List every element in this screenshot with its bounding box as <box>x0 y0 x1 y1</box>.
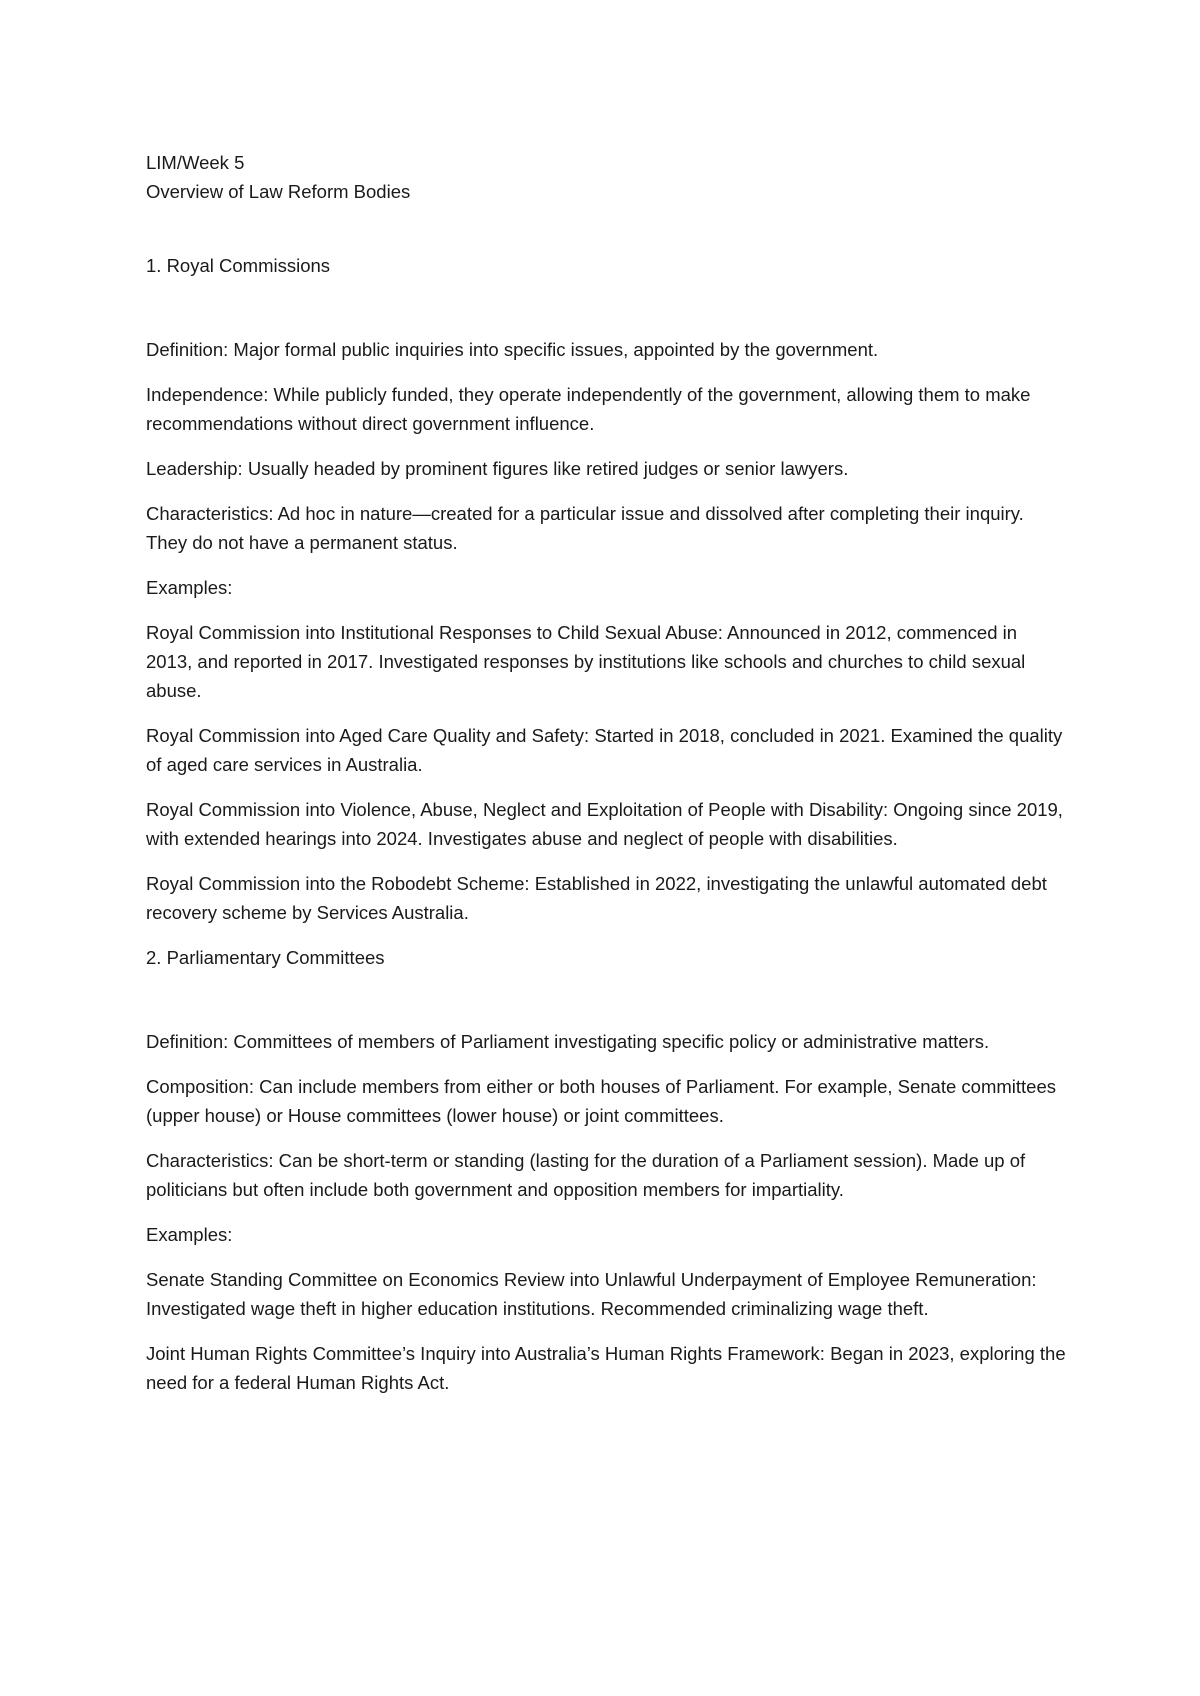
rc-example-robodebt: Royal Commission into the Robodebt Scheme: Established in 2022, investigating the unlawful automated debt recovery scheme by Services Australia. <box>146 873 1047 923</box>
pc-examples-label: Examples: <box>146 1224 233 1245</box>
pc-characteristics: Characteristics: Can be short-term or standing (lasting for the duration of a Parliament session). Made up of politicians but often include both government and opposition members for impartiality. <box>146 1150 1026 1200</box>
rc-examples-label: Examples: <box>146 577 233 598</box>
rc-definition: Definition: Major formal public inquiries into specific issues, appointed by the government. <box>146 339 879 360</box>
rc-example-disability: Royal Commission into Violence, Abuse, Neglect and Exploitation of People with Disability: Ongoing since 2019, with extended hearings into 2024. Investigates abuse and neglect of people with disabilities. <box>146 799 1063 849</box>
document-page <box>146 148 1066 1413</box>
pc-definition: Definition: Committees of members of Parliament investigating specific policy or administrative matters. <box>146 1031 990 1052</box>
rc-example-aged-care: Royal Commission into Aged Care Quality and Safety: Started in 2018, concluded in 2021. Examined the quality of aged care services in Australia. <box>146 725 1063 775</box>
pc-example-human-rights: Joint Human Rights Committee’s Inquiry into Australia’s Human Rights Framework: Began in 2023, exploring the need for a federal Human Rights Act. <box>146 1343 1066 1393</box>
pc-example-wage-theft: Senate Standing Committee on Economics Review into Unlawful Underpayment of Employee Remuneration: Investigated wage theft in higher education institutions. Recommended criminalizing wage theft. <box>146 1269 1037 1319</box>
rc-independence: Independence: While publicly funded, they operate independently of the government, allowing them to make recommendations without direct government influence. <box>146 384 1031 434</box>
rc-characteristics: Characteristics: Ad hoc in nature—created for a particular issue and dissolved after completing their inquiry. They do not have a permanent status. <box>146 503 1024 553</box>
rc-example-child-abuse: Royal Commission into Institutional Responses to Child Sexual Abuse: Announced in 2012, commenced in 2013, and reported in 2017. Investigated responses by institutions like schools and churches to child sexual abuse. <box>146 622 1026 701</box>
section-heading-parliamentary-committees: 2. Parliamentary Committees <box>146 947 385 968</box>
rc-leadership: Leadership: Usually headed by prominent figures like retired judges or senior lawyers. <box>146 458 849 479</box>
spacer <box>146 280 1066 335</box>
spacer <box>146 972 1066 1027</box>
document-title: Overview of Law Reform Bodies <box>146 181 411 202</box>
spacer <box>146 206 1066 251</box>
section-heading-royal-commissions: 1. Royal Commissions <box>146 255 331 276</box>
course-week-label: LIM/Week 5 <box>146 152 245 173</box>
pc-composition: Composition: Can include members from either or both houses of Parliament. For example, Senate committees (upper house) or House committees (lower house) or joint committees. <box>146 1076 1056 1126</box>
